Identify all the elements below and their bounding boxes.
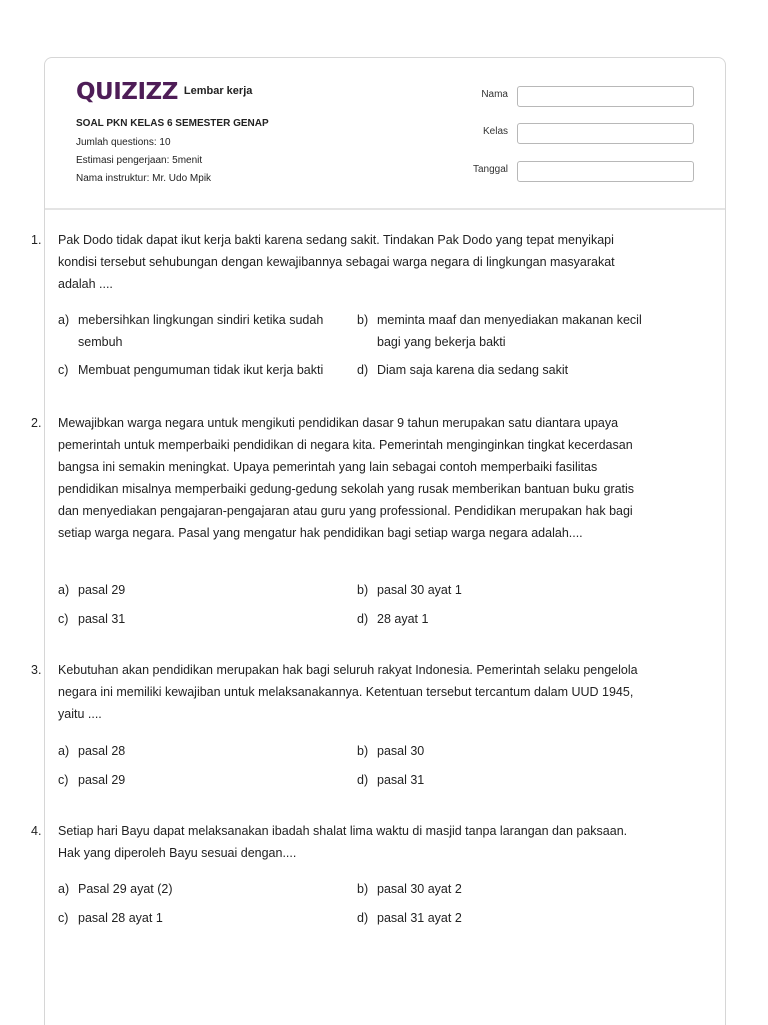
question-3 (31, 659, 651, 725)
question-number: 2. (31, 416, 42, 430)
questions-count: Jumlah questions: 10 (76, 137, 171, 148)
option-c: c) pasal 29 (58, 773, 126, 787)
date-field[interactable] (517, 161, 694, 182)
question-text: Pak Dodo tidak dapat ikut kerja bakti karena sedang sakit. Tindakan Pak Dodo yang tepat menyikapi kondisi tersebut sehubungan dengan kewajibannya sebagai warga negara di lingkungan masyarakat adalah .... (58, 233, 615, 291)
option-d: d) pasal 31 (357, 773, 425, 787)
quizizz-logo: QUIZIZZ (76, 79, 178, 105)
question-text: Mewajibkan warga negara untuk mengikuti pendidikan dasar 9 tahun merupakan satu diantara upaya pemerintah untuk memperbaiki pendidikan di negara kita. Pemerintah menginginkan tingkat kecerdasan bangsa ini semakin meningkat. Upaya pemerintah yang lain sebagai contoh memperbaiki fasilitas pendidikan misalnya memperbaiki gedung-gedung sekolah yang rusak memberikan bantuan buku gratis dan menyediakan pengajaran-pengajaran atau guru yang professional. Pendidikan merupakan hak bagi setiap warga negara. Pasal yang mengatur hak pendidikan bagi setiap warga negara adalah.... (58, 416, 635, 540)
option-b: b) pasal 30 ayat 1 (357, 583, 462, 597)
option-c: c) pasal 31 (58, 612, 126, 626)
question-4 (31, 820, 651, 864)
option-b: b) pasal 30 (357, 744, 425, 758)
question-number: 4. (31, 824, 42, 838)
brand (76, 79, 252, 105)
class-label: Kelas (482, 126, 508, 137)
option-d: d) pasal 31 ayat 2 (357, 911, 462, 925)
question-2 (31, 412, 651, 544)
option-a: a) mebersihkan lingkungan sindiri ketika sudah sembuh (58, 313, 324, 349)
option-d: d) 28 ayat 1 (357, 612, 429, 626)
worksheet-label: Lembar kerja (183, 85, 253, 97)
option-c: c) pasal 28 ayat 1 (58, 911, 163, 925)
option-a: a) pasal 29 (58, 583, 126, 597)
question-number: 1. (31, 233, 42, 247)
worksheet-title: SOAL PKN KELAS 6 SEMESTER GENAP (76, 118, 269, 129)
name-label: Nama (481, 89, 508, 100)
question-text: Kebutuhan akan pendidikan merupakan hak bagi seluruh rakyat Indonesia. Pemerintah selaku pengelola negara ini memiliki kewajiban untuk melaksanakannya. Ketentuan tersebut tercantum dalam UUD 1945, yaitu .... (58, 663, 638, 721)
option-a: a) pasal 28 (58, 744, 126, 758)
option-b: b) pasal 30 ayat 2 (357, 882, 462, 896)
date-label: Tanggal (472, 164, 508, 175)
option-d: d) Diam saja karena dia sedang sakit (357, 363, 569, 377)
time-estimate: Estimasi pengerjaan: 5menit (76, 155, 203, 166)
worksheet-header (45, 58, 725, 210)
option-a: a) Pasal 29 ayat (2) (58, 882, 173, 896)
name-field[interactable] (517, 86, 694, 107)
question-number: 3. (31, 663, 42, 677)
option-b: b) meminta maaf dan menyediakan makanan kecil bagi yang bekerja bakti (357, 313, 642, 349)
class-field[interactable] (517, 123, 694, 144)
question-text: Setiap hari Bayu dapat melaksanakan ibadah shalat lima waktu di masjid tanpa larangan dan paksaan. Hak yang diperoleh Bayu sesuai dengan.... (58, 824, 628, 860)
option-c: c) Membuat pengumuman tidak ikut kerja bakti (58, 363, 324, 377)
question-1 (31, 229, 651, 295)
instructor-name: Nama instruktur: Mr. Udo Mpik (76, 173, 212, 184)
